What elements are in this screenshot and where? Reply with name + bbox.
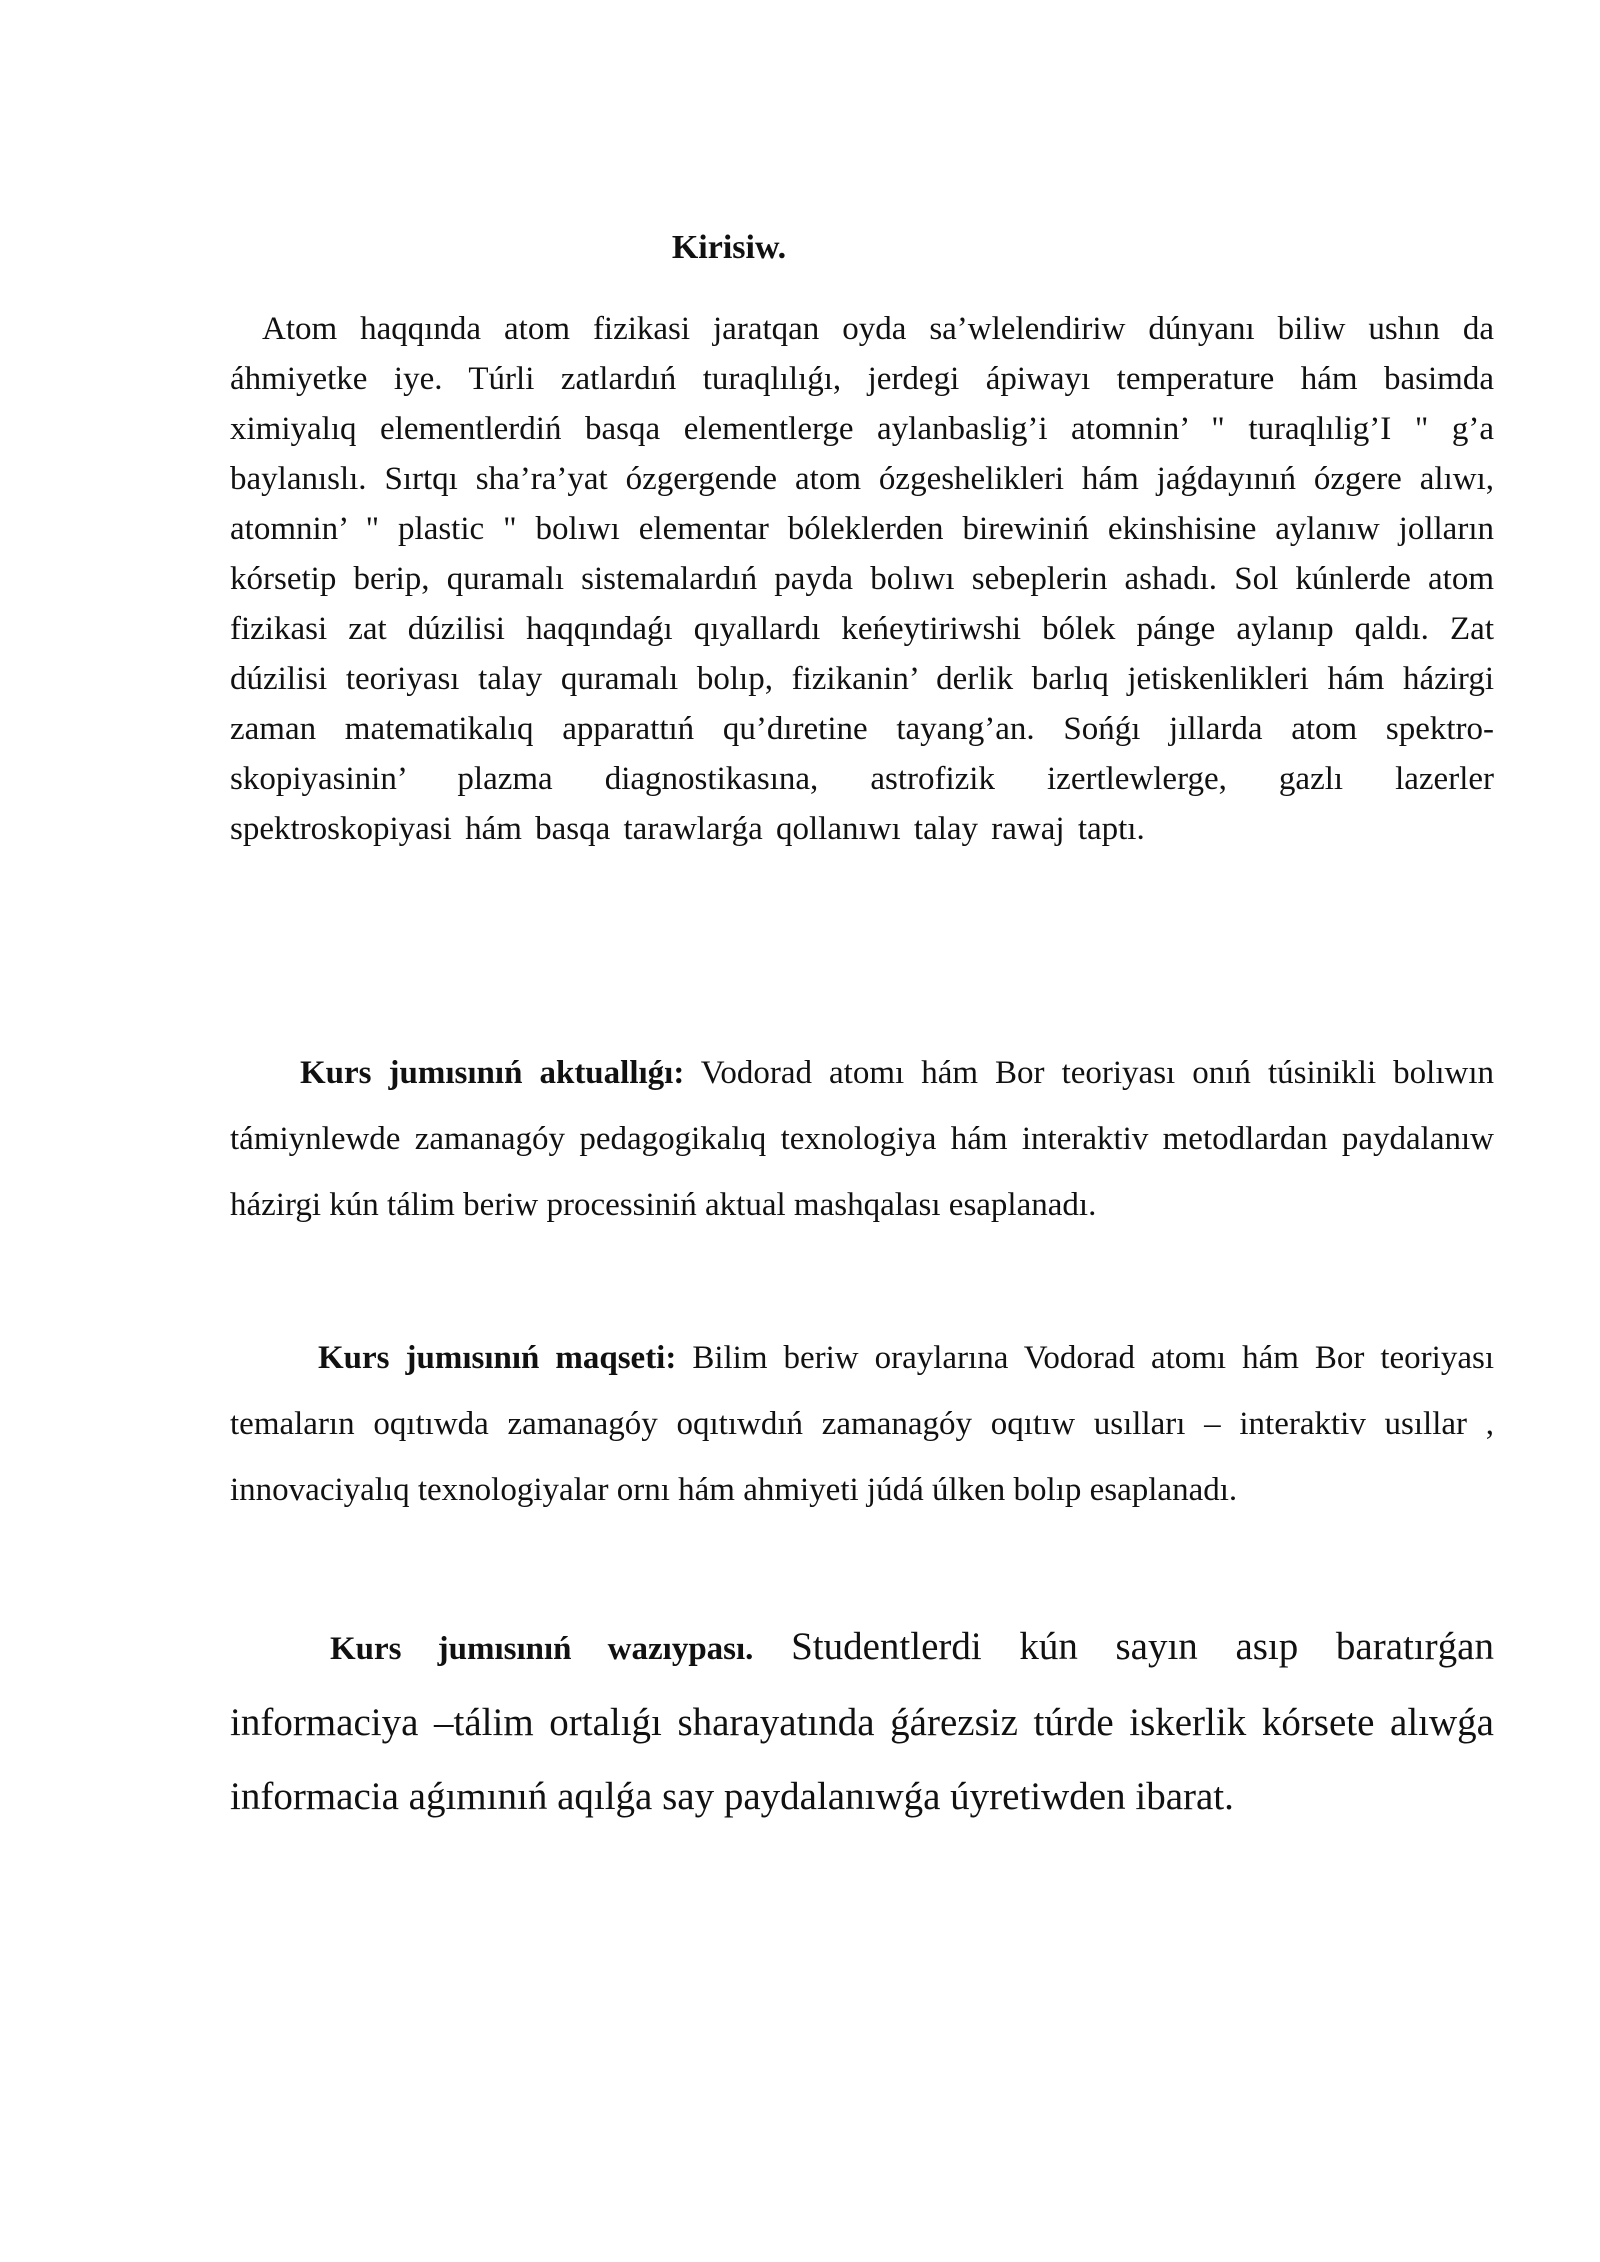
document-title: Kirisiw. [671, 229, 787, 266]
maqset-paragraph [230, 1325, 1494, 1523]
maqset-text: Bilim beriw oraylarına Vodorad atomı hám Bor teoriyası temaların oqıtıwda zamanagóy oqıtıwdıń zamanagóy oqıtıw usılları – interaktiv usıllar , innovaciyalıq texnologiyalar ornı hám ahmiyeti júdá úlken bolıp esaplanadı. [230, 1340, 1494, 1508]
waziypa-heading: Kurs jumısınıń wazıypası. [330, 1631, 754, 1667]
aktuallik-text: Vodorad atomı hám Bor teoriyası onıń túsinikli bolıwın támiynlewde zamanagóy pedagogikalıq texnologiya hám interaktiv metodlardan paydalanıw házirgi kún tálim beriw processiniń aktual mashqalası esaplanadı. [230, 1055, 1494, 1223]
intro-paragraph: Atom haqqında atom fizikasi jaratqan oyda sa’wlelendiriw dúnyanı biliw ushın da áhmiyetke iye. Túrli zatlardıń turaqlılıǵı, jerdegi ápiwayı temperature hám basimda ximiyalıq elementlerdiń basqa elementlerge aylanbaslig’i atomnin’ " turaqlılig’I " g’a baylanıslı. Sırtqı sha’ra’yat ózgergende atom ózgeshelikleri hám jaǵdayınıń ózgere alıwı, atomnin’ " plastic " bolıwı elementar bóleklerden birewiniń ekinshisine aylanıw jolların kórsetip berip, quramalı sistemalardıń payda bolıwı sebeplerin ashadı. Sol kúnlerde atom fizikasi zat dúzilisi haqqındaǵı qıyallardı keńeytiriwshi bólek pánge aylanıp qaldı. Zat dúzilisi teoriyası talay quramalı bolıp, fizikanin’ derlik barlıq jetiskenlikleri hám házirgi zaman matematikalıq apparattıń qu’dıretine tayang’an. Sońǵı jıllarda atom spektro-skopiyasinin’ plazma diagnostikasına, astrofizik izertlewlerge, gazlı lazerler spektroskopiyasi hám basqa tarawlarǵa qollanıwı talay rawaj taptı. [230, 311, 1494, 847]
maqset-heading: Kurs jumısınıń maqseti: [318, 1340, 677, 1376]
aktuallik-paragraph [230, 1040, 1494, 1238]
waziypa-paragraph [230, 1610, 1494, 1834]
waziypa-text: Studentlerdi kún sayın asıp baratırǵan informaciya –tálim ortalıǵı sharayatında ǵárezsiz túrde iskerlik kórsete alıwǵa informacia aǵımınıń aqılǵa say paydalanıwǵa úyretiwden ibarat. [230, 1625, 1494, 1818]
aktuallik-heading: Kurs jumısınıń aktuallıǵı: [300, 1055, 685, 1091]
